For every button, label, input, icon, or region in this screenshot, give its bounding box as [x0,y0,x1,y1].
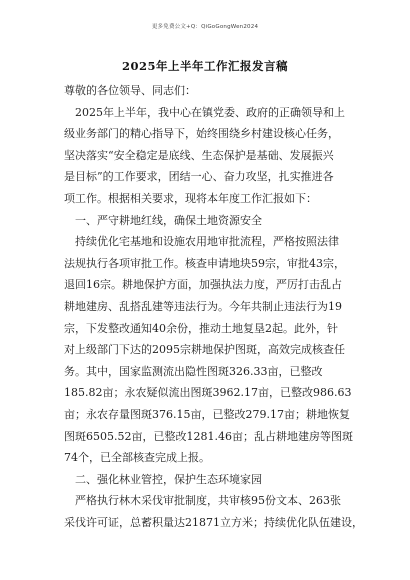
paragraph-line: 2025年上半年，我中心在镇党委、政府的正确领导和上 [64,105,345,119]
paragraph-line: 采伐许可证，总蓄积量达21871立方米；持续优化队伍建设， [64,515,363,529]
section-heading: 一、严守耕地红线，确保土地资源安全 [64,213,262,227]
salutation-line: 尊敬的各位领导、同志们： [64,84,196,97]
paragraph-line: 项工作。根据相关要求，现将本年度工作汇报如下： [64,191,317,205]
paragraph-line: 74个，已全部核查完成上报。 [64,451,210,465]
paragraph-line: 图斑6505.52亩，已整改1281.46亩；乱占耕地建房等图斑 [64,429,353,443]
paragraph-line: 对上级部门下达的2095宗耕地保护图斑，高效完成核查任 [64,343,345,357]
paragraph-line: 耕地建房、乱搭乱建等违法行为。今年共制止违法行为19 [64,299,342,313]
document-body [64,80,363,533]
paragraph-line: 退回16宗。耕地保护方面，加强执法力度，严厉打击乱占 [64,278,342,292]
paragraph-line: 坚决落实“安全稳定是底线、生态保护是基础、发展振兴 [64,148,334,162]
paragraph-line: 亩；永农存量图斑376.15亩，已整改279.17亩；耕地恢复 [64,407,350,421]
paragraph-line: 是目标”的工作要求，团结一心、奋力攻坚，扎实推进各 [64,170,334,184]
paragraph-line: 法规执行各项审批工作。核查申请地块59宗，审批43宗， [64,256,345,270]
paragraph-line: 185.82亩；永农疑似流出图斑3962.17亩，已整改986.63 [64,386,352,400]
paragraph-line: 持续优化宅基地和设施农用地审批流程，严格按照法律 [64,235,339,249]
paragraph-line: 严格执行林木采伐审批制度，共审核95份文本、263张 [64,494,341,508]
paragraph-line: 宗，下发整改通知40余份，推动土地复垦2起。此外，针 [64,321,338,335]
section-heading: 二、强化林业管控，保护生态环境家园 [64,472,262,486]
paragraph-line: 务。其中，国家监测流出隐性图斑326.33亩，已整改 [64,364,323,378]
page-title: 2025年上半年工作汇报发言稿 [121,59,288,73]
header-note: 更多免费公文+Q：QiGoGongWen2024 [151,24,259,30]
paragraph-line: 级业务部门的精心指导下，始终围绕乡村建设核心任务， [64,127,339,141]
